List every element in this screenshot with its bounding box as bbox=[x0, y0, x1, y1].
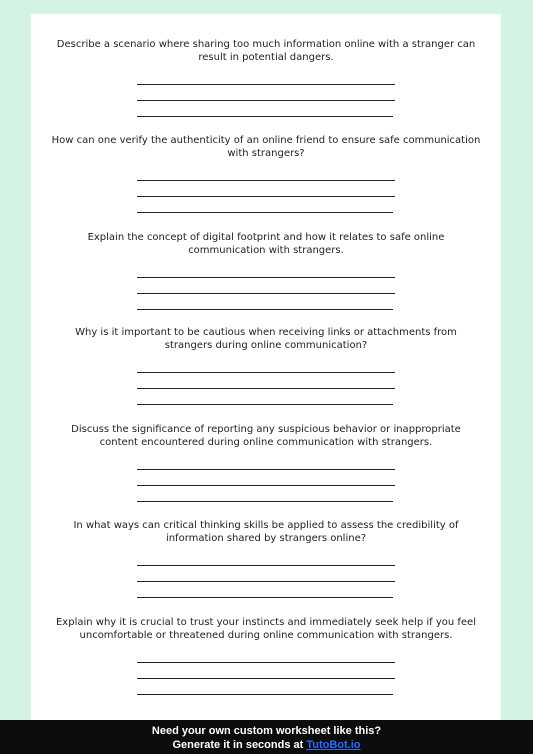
answer-line bbox=[137, 85, 395, 101]
answer-lines bbox=[137, 454, 395, 502]
answer-line bbox=[137, 663, 395, 679]
question-text: Why is it important to be cautious when receiving links or attachments from strangers during online communication? bbox=[75, 327, 457, 351]
question-text: Describe a scenario where sharing too much information online with a stranger can result in potential dangers. bbox=[56, 39, 476, 63]
question-block bbox=[51, 38, 481, 117]
question-block bbox=[51, 519, 481, 598]
question-text: Discuss the significance of reporting any suspicious behavior or inappropriate content encountered during online communication with strangers. bbox=[71, 424, 461, 448]
answer-lines bbox=[137, 262, 395, 310]
tutobot-link[interactable]: TutoBot.io bbox=[306, 739, 361, 751]
answer-line bbox=[137, 550, 395, 566]
worksheet-page bbox=[31, 14, 501, 734]
promo-headline: Need your own custom worksheet like this? bbox=[151, 725, 382, 737]
question-block bbox=[51, 616, 481, 695]
promo-banner bbox=[0, 720, 533, 754]
answer-line bbox=[137, 197, 393, 213]
answer-line bbox=[137, 486, 393, 502]
promo-subline bbox=[0, 738, 533, 752]
question-block bbox=[51, 326, 481, 405]
answer-line bbox=[137, 454, 395, 470]
answer-line bbox=[137, 262, 395, 278]
promo-subline-text: Generate it in seconds at bbox=[172, 739, 307, 751]
answer-line bbox=[137, 582, 393, 598]
question-text: Explain the concept of digital footprint and how it relates to safe online communication with strangers. bbox=[87, 232, 445, 256]
answer-line bbox=[137, 294, 393, 310]
answer-line bbox=[137, 101, 393, 117]
question-text: How can one verify the authenticity of an online friend to ensure safe communication with strangers? bbox=[51, 135, 481, 159]
answer-lines bbox=[137, 69, 395, 117]
question-block bbox=[51, 423, 481, 502]
question-block bbox=[51, 231, 481, 310]
answer-line bbox=[137, 470, 395, 486]
question-text: In what ways can critical thinking skills be applied to assess the credibility of information shared by strangers online? bbox=[73, 520, 459, 544]
answer-line bbox=[137, 181, 395, 197]
answer-line bbox=[137, 566, 395, 582]
answer-lines bbox=[137, 165, 395, 213]
answer-line bbox=[137, 357, 395, 373]
answer-lines bbox=[137, 647, 395, 695]
answer-lines bbox=[137, 550, 395, 598]
answer-line bbox=[137, 69, 395, 85]
answer-lines bbox=[137, 357, 395, 405]
answer-line bbox=[137, 679, 393, 695]
question-text: Explain why it is crucial to trust your instincts and immediately seek help if you feel uncomfortable or threatened during online communication with strangers. bbox=[55, 617, 476, 641]
answer-line bbox=[137, 389, 393, 405]
answer-line bbox=[137, 647, 395, 663]
question-block bbox=[51, 134, 481, 213]
answer-line bbox=[137, 278, 395, 294]
answer-line bbox=[137, 165, 395, 181]
answer-line bbox=[137, 373, 395, 389]
